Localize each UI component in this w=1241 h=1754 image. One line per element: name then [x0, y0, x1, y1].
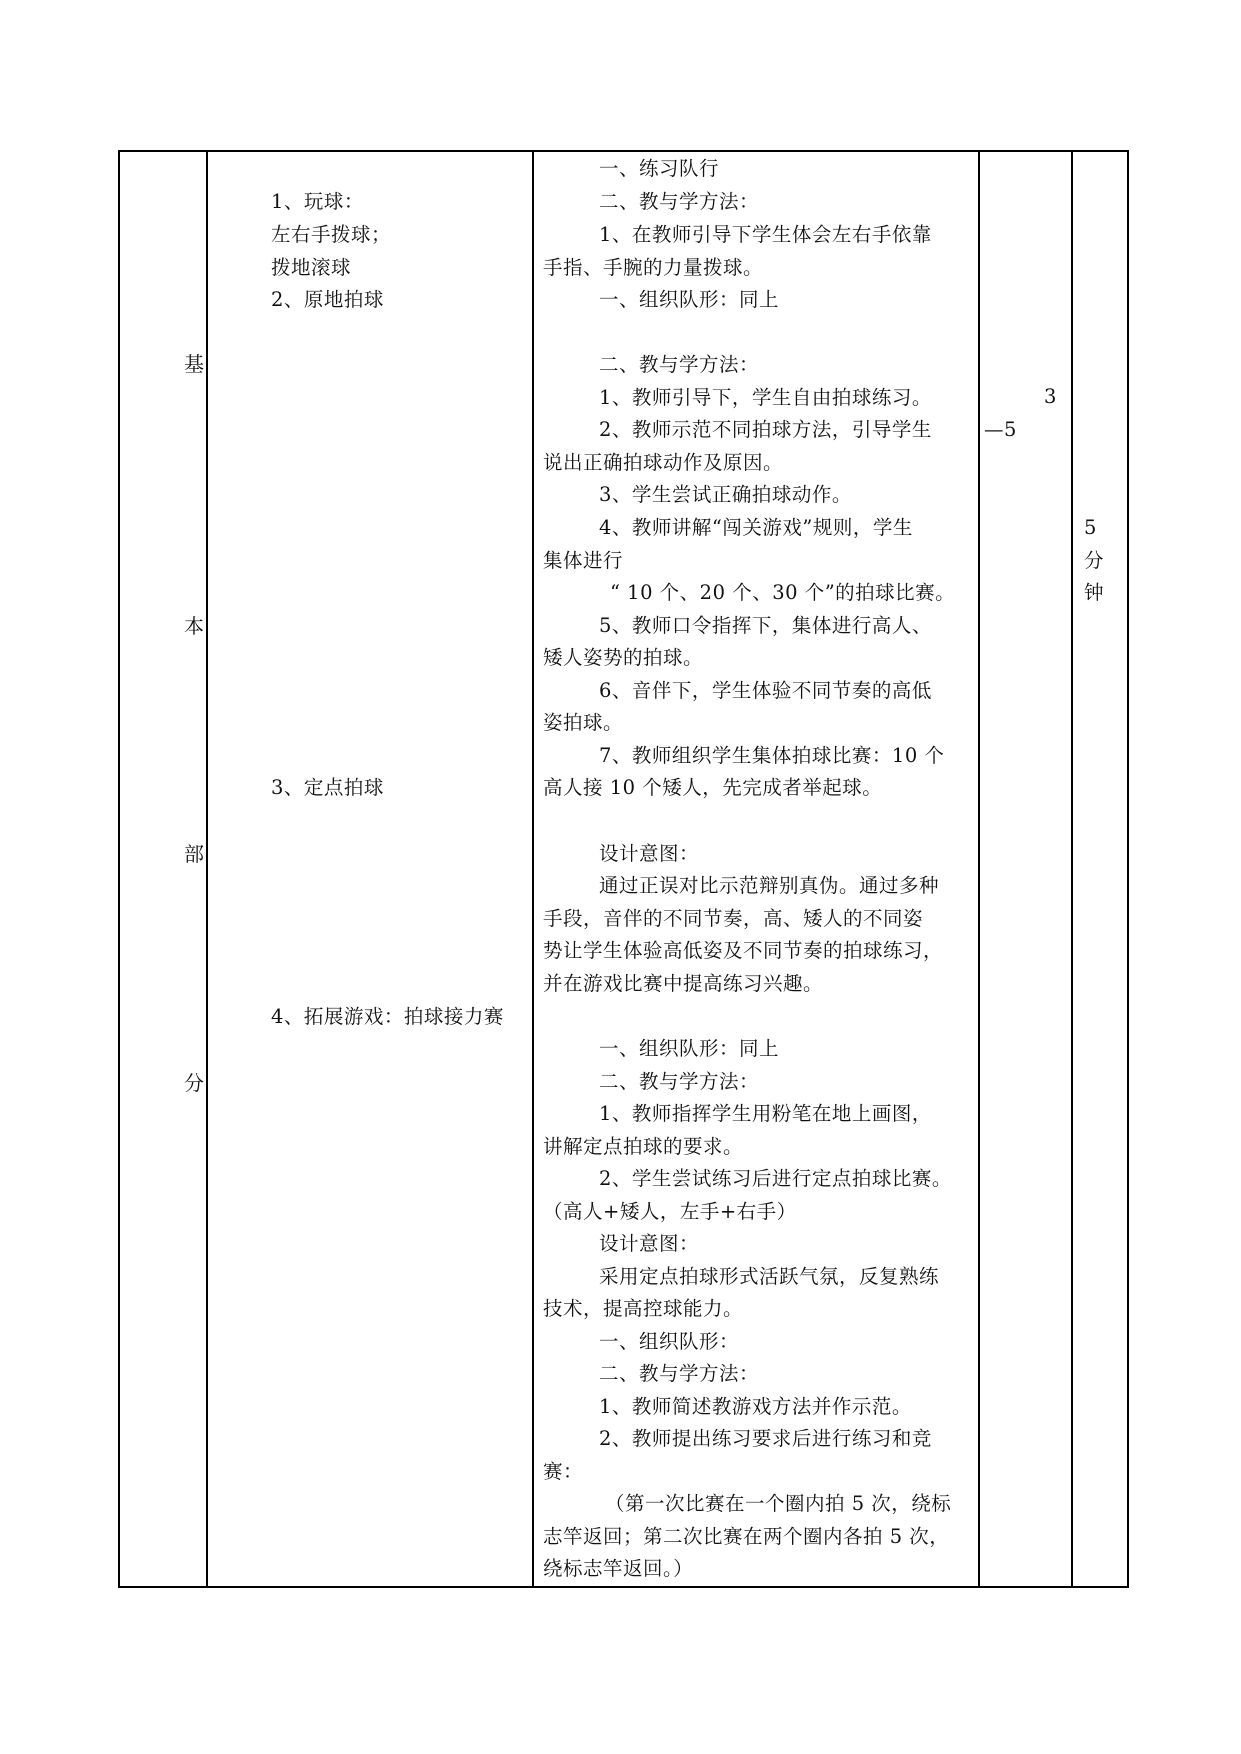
- method-line: 设计意图：: [599, 1232, 700, 1255]
- section-label-char: 基: [184, 352, 205, 376]
- column-divider-3: [978, 150, 980, 1588]
- method-line: 6、音伴下，学生体验不同节奏的高低: [599, 679, 932, 702]
- method-line: 技术，提高控球能力。: [543, 1297, 744, 1320]
- method-line: 势让学生体验高低姿及不同节奏的拍球练习，: [543, 939, 944, 962]
- method-line: 二、教与学方法：: [599, 353, 760, 376]
- table-left-border: [118, 150, 120, 1588]
- column-divider-2: [532, 150, 534, 1588]
- method-line: “ 10 个、20 个、30 个”的拍球比赛。: [610, 581, 956, 604]
- method-line: 一、练习队行: [599, 157, 720, 180]
- method-line: 二、教与学方法：: [599, 190, 760, 213]
- method-line: 赛：: [543, 1460, 584, 1483]
- time-char: 分: [1084, 549, 1105, 572]
- method-line: 二、教与学方法：: [599, 1362, 760, 1385]
- method-line: 7、教师组织学生集体拍球比赛：10 个: [599, 744, 945, 767]
- method-line: 一、组织队形：同上: [599, 288, 780, 311]
- content-item: 3、定点拍球: [271, 776, 384, 799]
- method-line: 4、教师讲解“闯关游戏”规则，学生: [599, 516, 913, 539]
- method-line: 绕标志竿返回。）: [543, 1557, 694, 1580]
- method-line: 说出正确拍球动作及原因。: [543, 451, 784, 474]
- method-line: 1、在教师引导下学生体会左右手依靠: [599, 223, 932, 246]
- content-item: 拨地滚球: [271, 256, 352, 279]
- method-line: 一、组织队形：同上: [599, 1037, 780, 1060]
- section-label-char: 本: [184, 614, 205, 638]
- method-line: 2、学生尝试练习后进行定点拍球比赛。: [599, 1167, 952, 1190]
- method-line: 设计意图：: [599, 842, 700, 865]
- method-line: 矮人姿势的拍球。: [543, 646, 704, 669]
- content-item: 4、拓展游戏：拍球接力赛: [271, 1005, 504, 1028]
- method-line: 手段，音伴的不同节奏，高、矮人的不同姿: [543, 907, 924, 930]
- section-label-char: 分: [184, 1071, 205, 1095]
- method-line: 姿拍球。: [543, 711, 624, 734]
- method-line: 5、教师口令指挥下，集体进行高人、: [599, 614, 932, 637]
- method-line: 志竿返回；第二次比赛在两个圈内各拍 5 次，: [543, 1525, 950, 1548]
- method-line: 2、教师提出练习要求后进行练习和竞: [599, 1427, 932, 1450]
- section-label-char: 部: [184, 842, 205, 866]
- method-line: 一、组织队形：: [599, 1330, 740, 1353]
- method-line: 二、教与学方法：: [599, 1070, 760, 1093]
- content-item: 2、原地拍球: [271, 288, 384, 311]
- method-line: 集体进行: [543, 549, 624, 572]
- time-char: 5: [1084, 516, 1097, 539]
- content-item: 1、玩球：: [271, 190, 364, 213]
- method-line: 1、教师引导下，学生自由拍球练习。: [599, 386, 932, 409]
- method-line: 1、教师指挥学生用粉笔在地上画图，: [599, 1102, 932, 1125]
- method-line: 1、教师简述教游戏方法并作示范。: [599, 1395, 912, 1418]
- column-divider-4: [1071, 150, 1073, 1588]
- method-line: 2、教师示范不同拍球方法，引导学生: [599, 418, 932, 441]
- method-line: 高人接 10 个矮人，先完成者举起球。: [543, 776, 883, 799]
- column-divider-1: [206, 150, 208, 1588]
- method-line: （第一次比赛在一个圈内拍 5 次，绕标: [605, 1492, 952, 1515]
- method-line: 讲解定点拍球的要求。: [543, 1135, 744, 1158]
- table-right-border: [1127, 150, 1129, 1588]
- method-line: 3、学生尝试正确拍球动作。: [599, 483, 852, 506]
- method-line: 通过正误对比示范辩别真伪。通过多种: [599, 874, 940, 897]
- practice-count-bottom: —5: [984, 418, 1017, 441]
- method-line: （高人+矮人，左手+右手）: [543, 1200, 797, 1223]
- method-line: 手指、手腕的力量拨球。: [543, 256, 764, 279]
- practice-count-top: 3: [1044, 385, 1057, 408]
- method-line: 采用定点拍球形式活跃气氛，反复熟练: [599, 1265, 940, 1288]
- method-line: 并在游戏比赛中提高练习兴趣。: [543, 972, 824, 995]
- content-item: 左右手拨球；: [271, 223, 392, 246]
- time-char: 钟: [1084, 581, 1105, 604]
